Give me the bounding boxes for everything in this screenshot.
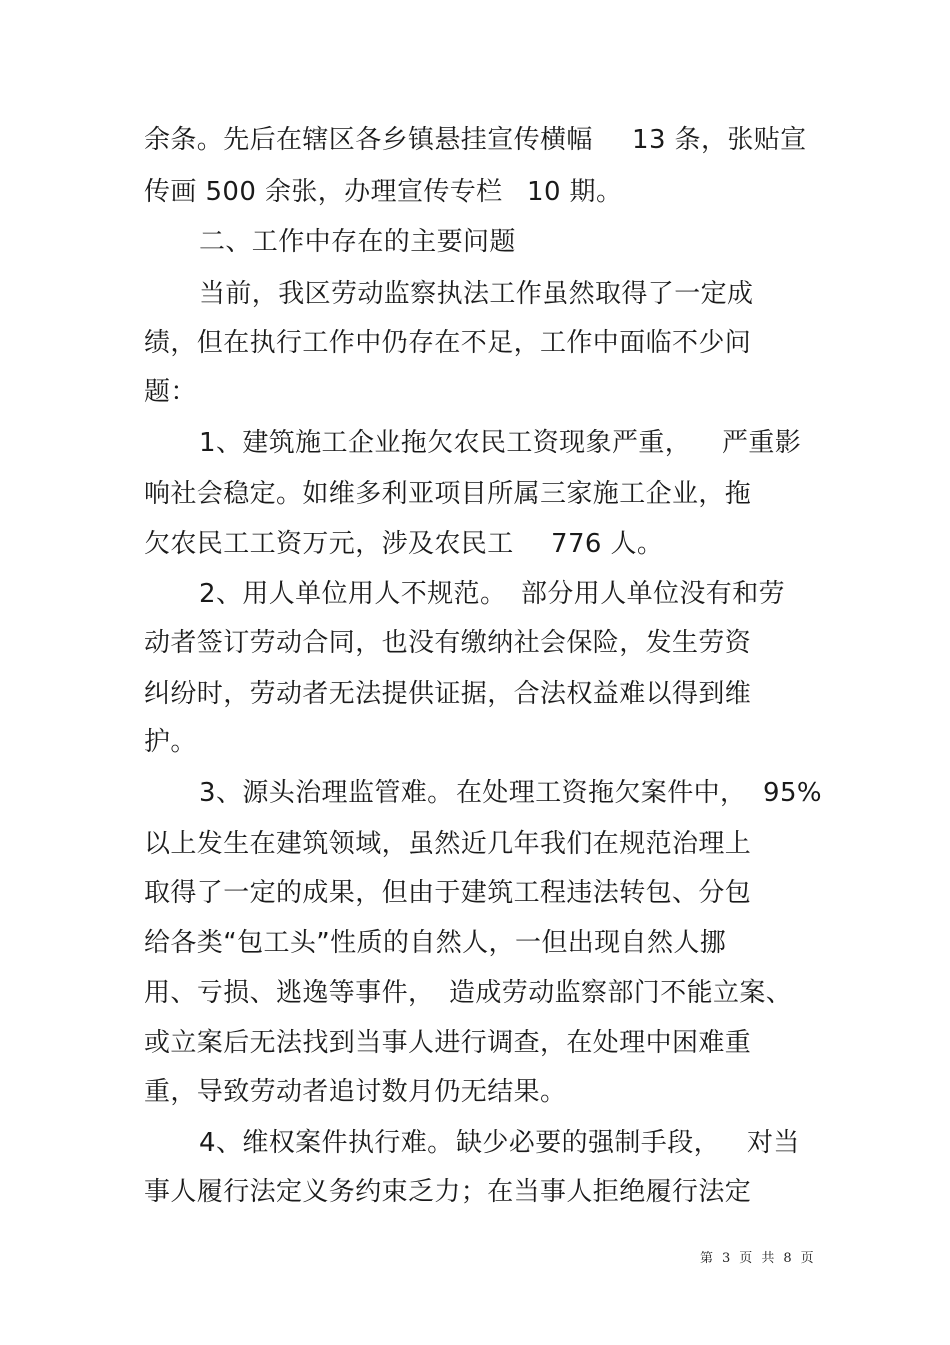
text-segment: 3、源头治理监管难。 xyxy=(199,778,454,808)
text-segment: 或立案后无法找到当事人进行调查，在处理中困难重 xyxy=(144,1028,752,1058)
page-label-suffix: 页 xyxy=(800,1251,814,1266)
page-label-mid2: 共 xyxy=(761,1251,775,1266)
page-label-prefix: 第 xyxy=(700,1251,714,1266)
text-segment: 事人履行法定义务约束乏力；在当事人拒绝履行法定 xyxy=(144,1177,752,1207)
text-segment: 缺少必要的强制手段， xyxy=(456,1128,721,1158)
text-segment: 严重影 xyxy=(722,428,802,458)
text-segment: 二、工作中存在的主要问题 xyxy=(199,227,516,257)
text-segment: 776 人。 xyxy=(551,529,664,559)
text-segment: 用、亏损、逃逸等事件， xyxy=(144,978,435,1008)
page-number-footer xyxy=(700,1249,814,1269)
text-segment: 部分用人单位没有和劳 xyxy=(521,579,786,609)
text-segment: 给各类“包工头”性质的自然人，一但出现自然人挪 xyxy=(144,928,727,958)
text-segment: 1、建筑施工企业拖欠农民工资现象严重， xyxy=(199,428,692,458)
text-segment: 重，导致劳动者追讨数月仍无结果。 xyxy=(144,1077,567,1107)
text-segment: 纠纷时，劳动者无法提供证据，合法权益难以得到维 xyxy=(144,679,752,709)
text-segment: 欠农民工工资万元，涉及农民工 xyxy=(144,529,514,559)
text-segment: 在处理工资拖欠案件中， xyxy=(456,778,747,808)
text-segment: 2、用人单位用人不规范。 xyxy=(199,579,507,609)
text-segment: 4、维权案件执行难。 xyxy=(199,1128,454,1158)
text-segment: 动者签订劳动合同，也没有缴纳社会保险，发生劳资 xyxy=(144,628,752,658)
text-segment: 对当 xyxy=(747,1128,800,1158)
current-page: 3 xyxy=(722,1251,731,1266)
text-segment: 响社会稳定。如维多利亚项目所属三家施工企业，拖 xyxy=(144,479,752,509)
text-segment: 造成劳动监察部门不能立案、 xyxy=(449,978,793,1008)
text-segment: 10 期。 xyxy=(527,177,623,207)
text-segment: 取得了一定的成果，但由于建筑工程违法转包、分包 xyxy=(144,878,752,908)
text-segment: 余条。先后在辖区各乡镇悬挂宣传横幅 xyxy=(144,125,593,155)
text-segment: 当前，我区劳动监察执法工作虽然取得了一定成 xyxy=(199,279,754,309)
text-segment: 传画 500 余张，办理宣传专栏 xyxy=(144,177,503,207)
text-segment: 绩，但在执行工作中仍存在不足，工作中面临不少问 xyxy=(144,328,752,358)
text-segment: 题： xyxy=(144,377,197,407)
text-segment: 13 条，张贴宣 xyxy=(632,125,807,155)
text-segment: 护。 xyxy=(144,727,197,757)
page-label-mid1: 页 xyxy=(739,1251,753,1266)
total-pages: 8 xyxy=(783,1251,792,1266)
text-segment: 95% xyxy=(763,778,822,808)
text-segment: 以上发生在建筑领域，虽然近几年我们在规范治理上 xyxy=(144,829,752,859)
